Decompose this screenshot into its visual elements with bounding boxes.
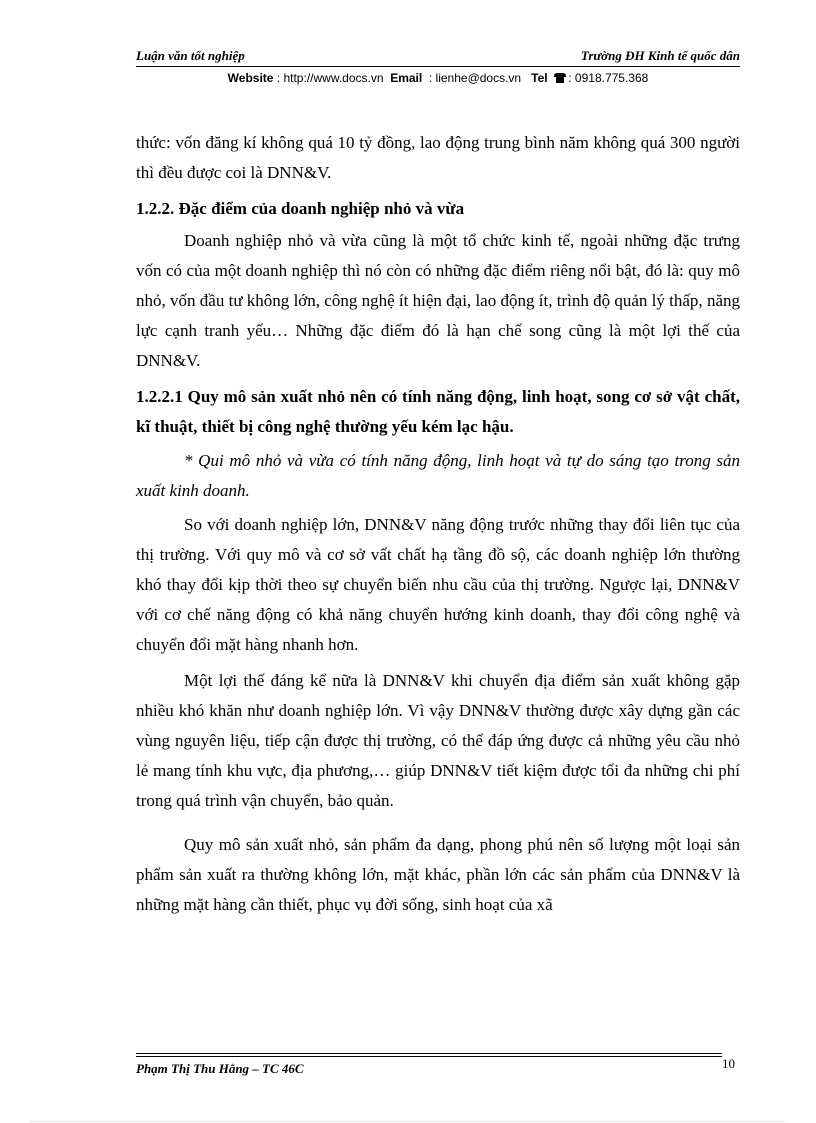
page-number: 10 <box>722 1056 735 1071</box>
header-thesis-title: Luận văn tốt nghiệp <box>136 48 245 63</box>
paragraph-3-italic: * Qui mô nhỏ và vừa có tính năng động, linh hoạt và tự do sáng tạo trong sản xuất kinh doanh. <box>136 451 740 500</box>
header-rule <box>136 66 740 67</box>
website-label: Website <box>227 71 274 85</box>
paragraph-1: thức: vốn đăng kí không quá 10 tỷ đồng, lao động trung bình năm không quá 300 người thì đều được coi là DNN&V. <box>136 133 740 182</box>
email-value: : lienhe@docs.vn <box>428 71 522 85</box>
paragraph-5: Một lợi thế đáng kể nữa là DNN&V khi chuyển địa điểm sản xuất không gặp nhiều khó khăn như doanh nghiệp lớn. Vì vậy DNN&V thường được xây dựng gần các vùng nguyên liệu, tiếp cận được thị trường, có thể đáp ứng được cả những yêu cầu nhỏ lẻ mang tính khu vực, địa phương,… giúp DNN&V tiết kiệm được tối đa những chi phí trong quá trình vận chuyển, bảo quản. <box>136 671 740 810</box>
footer-rule-bottom <box>136 1056 722 1057</box>
body-text <box>136 128 740 920</box>
footer-author: Phạm Thị Thu Hằng – TC 46C <box>136 1061 304 1076</box>
page-edge-dotted-line <box>30 1121 786 1122</box>
tel-label: Tel <box>531 71 548 85</box>
footer-rule-top <box>136 1053 722 1054</box>
section-heading-1-2-2-1: 1.2.2.1 Quy mô sản xuất nhỏ nên có tính năng động, linh hoạt, song cơ sở vật chất, kĩ thuật, thiết bị công nghệ thường yếu kém lạc hậu. <box>136 387 740 436</box>
section-heading-1-2-2: 1.2.2. Đặc điểm của doanh nghiệp nhỏ và vừa <box>136 199 465 218</box>
page-header <box>136 48 740 66</box>
paragraph-2: Doanh nghiệp nhỏ và vừa cũng là một tổ chức kinh tế, ngoài những đặc trưng vốn có của một doanh nghiệp thì nó còn có những đặc điểm riêng nổi bật, đó là: quy mô nhỏ, vốn đầu tư không lớn, công nghệ ít hiện đại, lao động ít, trình độ quản lý thấp, năng lực cạnh tranh yếu… Những đặc điểm đó là hạn chế song cũng là một lợi thế của DNN&V. <box>136 231 740 370</box>
phone-icon <box>554 73 566 83</box>
header-contact-line <box>136 71 740 85</box>
header-university: Trường ĐH Kinh tế quốc dân <box>580 48 740 63</box>
paragraph-4: So với doanh nghiệp lớn, DNN&V năng động trước những thay đổi liên tục của thị trường. Với quy mô và cơ sở vất chất hạ tầng đồ sộ, các doanh nghiệp lớn thường khó thay đổi kịp thời theo sự chuyển biến nhu cầu của thị trường. Ngược lại, DNN&V với cơ chế năng động có khả năng chuyển hướng kinh doanh, thay đổi công nghệ và chuyển đổi mặt hàng nhanh hơn. <box>136 515 740 654</box>
paragraph-6: Quy mô sản xuất nhỏ, sản phẩm đa dạng, phong phú nên số lượng một loại sản phẩm sản xuất ra thường không lớn, mặt khác, phần lớn các sản phẩm của DNN&V là những mặt hàng cần thiết, phục vụ đời sống, sinh hoạt của xã <box>136 835 740 914</box>
website-value: : http://www.docs.vn <box>276 71 384 85</box>
tel-value: : 0918.775.368 <box>568 71 649 85</box>
email-label: Email <box>390 71 423 85</box>
